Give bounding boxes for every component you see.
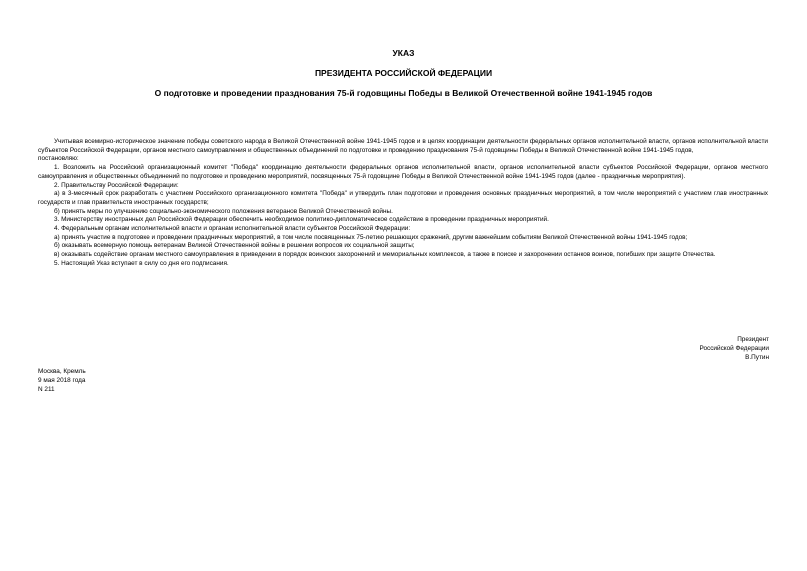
preamble-paragraph: Учитывая всемирно-историческое значение победы советского народа в Великой Отечественной войне 1941-1945 годов и в целях координации деятельности федеральных органов исполнительной власти, органов исполнительной власти субъектов Российской Федерации, органов местного самоуправления и общественных объединений по подготовке и проведению празднования 75-й годовщины Победы в Великой Отечественной войне 1941-1945 годов, — [38, 138, 768, 154]
document-subject: О подготовке и проведении празднования 75-й годовщины Победы в Великой Отечественной войне 1941-1945 годов — [154, 88, 653, 98]
document-issuer: ПРЕЗИДЕНТА РОССИЙСКОЙ ФЕДЕРАЦИИ — [314, 68, 493, 78]
document-body — [38, 138, 768, 269]
paragraph-4: 4. Федеральным органам исполнительной власти и органам исполнительной власти субъектов Российской Федерации: — [54, 225, 411, 233]
paragraph-4a: а) принять участие в подготовке и проведении праздничных мероприятий, в том числе посвященных 75-летию решающих сражений, другим важнейшим событиям Великой Отечественной войны 1941-1945 годов; — [54, 233, 688, 241]
signature-organization: Российской Федерации — [699, 345, 769, 352]
footer-place: Москва, Кремль — [38, 368, 86, 375]
paragraph-4b: б) оказывать всемерную помощь ветеранам Великой Отечественной войны в решении вопросов их социальной защиты; — [54, 242, 415, 250]
paragraph-2: 2. Правительству Российской Федерации: — [54, 181, 179, 189]
paragraph-1: 1. Возложить на Российский организационный комитет "Победа" координацию деятельности федеральных органов исполнительной власти, органов исполнительной власти субъектов Российской Федерации, органов местного самоуправления и общественных объединений по подготовке и проведению мероприятий, посвященных 75-й годовщине Победы в Великой Отечественной войне 1941-1945 годов (далее - праздничные мероприятия). — [38, 164, 768, 180]
paragraph-5: 5. Настоящий Указ вступает в силу со дня его подписания. — [54, 259, 229, 267]
footer-date: 9 мая 2018 года — [38, 377, 86, 384]
document-title: УКАЗ — [392, 48, 415, 58]
signature-position: Президент — [737, 336, 769, 343]
paragraph-4c: в) оказывать содействие органам местного самоуправления в приведении в порядок воинских захоронений и мемориальных комплексов, а также в поиске и захоронении останков воинов, погибших при защите Отечества. — [54, 251, 716, 259]
paragraph-2b: б) принять меры по улучшению социально-экономического положения ветеранов Великой Отечественной войны. — [54, 207, 393, 215]
signature-name: В.Путин — [745, 354, 769, 361]
paragraph-3: 3. Министерству иностранных дел Российской Федерации обеспечить необходимое политико-дипломатическое содействие в проведении праздничных мероприятий. — [54, 216, 549, 224]
paragraph-2a: а) в 3-месячный срок разработать с участием Российского организационного комитета "Победа" и утвердить план подготовки и проведения основных праздничных мероприятий, в том числе мероприятий с участием глав иностранных государств и глав правительств иностранных государств; — [38, 190, 768, 206]
decree-word: постановляю: — [38, 155, 79, 163]
footer-number: N 211 — [38, 386, 55, 393]
document-footer — [38, 367, 86, 394]
signature-block — [700, 335, 770, 362]
